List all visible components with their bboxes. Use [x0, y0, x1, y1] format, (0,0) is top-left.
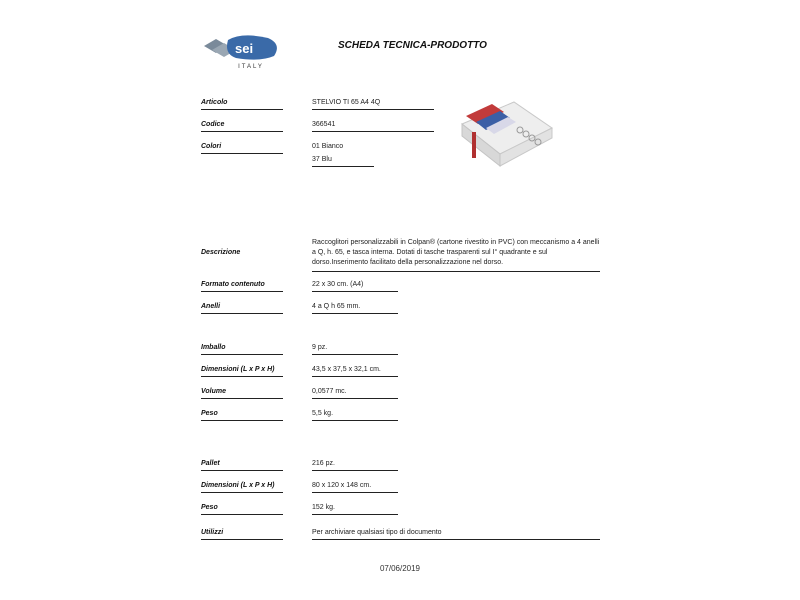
volume-value: 0,0577 mc. [312, 388, 398, 399]
footer-date: 07/06/2019 [379, 564, 421, 573]
codice-value: 366541 [312, 121, 434, 132]
logo-brand-text: sei [235, 41, 254, 56]
formato-label: Formato contenuto [201, 281, 283, 292]
product-photo [452, 94, 560, 172]
pallet-peso-label: Peso [201, 504, 283, 515]
descrizione-label: Descrizione [201, 249, 241, 256]
imballo-label: Imballo [201, 344, 283, 355]
utilizzi-value: Per archiviare qualsiasi tipo di documento [312, 529, 600, 540]
imballo-dimensioni-value: 43,5 x 37,5 x 32,1 cm. [312, 366, 398, 377]
formato-value: 22 x 30 cm. (A4) [312, 281, 398, 292]
colori-label: Colori [201, 143, 283, 154]
imballo-value: 9 pz. [312, 344, 398, 355]
imballo-peso-value: 5,5 kg. [312, 410, 398, 421]
anelli-value: 4 a Q h 65 mm. [312, 303, 398, 314]
pallet-label: Pallet [201, 460, 283, 471]
pallet-value: 216 pz. [312, 460, 398, 471]
imballo-peso-label: Peso [201, 410, 283, 421]
articolo-label: Articolo [201, 99, 283, 110]
anelli-label: Anelli [201, 303, 283, 314]
descrizione-text: Raccoglitori personalizzabili in Colpan® (cartone rivestito in PVC) con meccanismo a 4 anelli a Q, h. 65, e tasca interna. Dotati di tasche trasparenti sul I° quadrante e sul dorso.Inserimento facilitato della personalizzazione nel dorso. [312, 238, 600, 272]
volume-label: Volume [201, 388, 283, 399]
utilizzi-label: Utilizzi [201, 529, 283, 540]
codice-label: Codice [201, 121, 283, 132]
pallet-dimensioni-label: Dimensioni (L x P x H) [201, 482, 283, 493]
articolo-value: STELVIO TI 65 A4 4Q [312, 99, 434, 110]
pallet-peso-value: 152 kg. [312, 504, 398, 515]
logo-subtitle: ITALY [238, 64, 264, 70]
imballo-dimensioni-label: Dimensioni (L x P x H) [201, 366, 283, 377]
colori-value-1: 01 Bianco [312, 143, 344, 150]
page-title: SCHEDA TECNICA-PRODOTTO [338, 40, 487, 51]
colori-value-2: 37 Blu [312, 156, 374, 167]
pallet-dimensioni-value: 80 x 120 x 148 cm. [312, 482, 398, 493]
